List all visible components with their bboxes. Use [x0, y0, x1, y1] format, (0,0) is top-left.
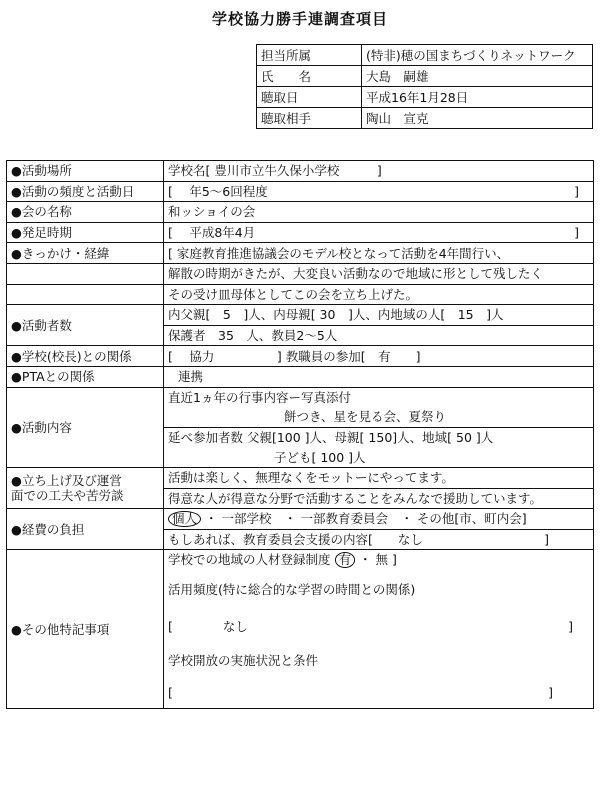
start-close: ] [574, 225, 579, 241]
value-group-name: 和ッショイの会 [164, 202, 594, 223]
label-effort [7, 467, 164, 508]
info-table [256, 44, 593, 129]
label-trigger: ●きっかけ・経緯 [7, 243, 164, 264]
label-content: ●活動内容 [7, 387, 164, 467]
value-content-1: 直近1ヵ年の行事内容ー写真添付 [164, 387, 594, 407]
info-row-date [257, 87, 593, 108]
cost-support: もしあれば、教育委員会支援の内容[ なし [168, 531, 423, 547]
label-other: ●その他特記事項 [7, 550, 164, 709]
value-location: 学校名[ 豊川市立牛久保小学校 ] [164, 161, 594, 182]
row-trigger-2 [7, 263, 594, 284]
start-text: [ 平成8年4月 [168, 225, 256, 241]
open-answer-close: ] [548, 685, 553, 701]
value-other-registration [164, 550, 594, 570]
value-cost-1 [164, 509, 594, 530]
value-other-open-answer [164, 678, 594, 709]
row-trigger-1 [7, 243, 594, 264]
label-members: ●活動者数 [7, 305, 164, 346]
row-start [7, 222, 594, 243]
usage-answer-close: ] [568, 619, 573, 635]
row-members-1 [7, 305, 594, 326]
value-trigger-1: [ 家庭教育推進協議会のモデル校となって活動を4年間行い、 [164, 243, 594, 264]
page-title: 学校協力勝手連調査項目 [211, 10, 388, 28]
value-members-2: 保護者 35 人、教員2～5人 [164, 325, 594, 346]
cost-support-close: ] [544, 531, 549, 547]
registration-selected: 有 [335, 552, 356, 568]
row-other-1 [7, 550, 594, 570]
row-cost-1 [7, 509, 594, 530]
value-trigger-2: 解散の時期がきたが、大変良い活動なので地域に形として残したく [164, 263, 594, 284]
value-effort-1: 活動は楽しく、無理なくをモットーにやってます。 [164, 467, 594, 488]
value-trigger-3: その受け皿母体としてこの会を立ち上げた。 [164, 284, 594, 305]
label-effort-line1: ●立ち上げ及び運営 [11, 473, 122, 488]
value-effort-2: 得意な人が得意な分野で活動することをみんなで援助しています。 [164, 488, 594, 509]
cost-options: ・ 一部学校 ・ 一部教育委員会 ・ その他[市、町内会] [205, 511, 527, 527]
value-start [164, 222, 594, 243]
row-group-name [7, 202, 594, 223]
row-frequency [7, 181, 594, 202]
frequency-text: [ 年5～6回程度 [168, 183, 268, 199]
label-group-name: ●会の名称 [7, 202, 164, 223]
row-location [7, 161, 594, 182]
info-row-interviewee [257, 108, 593, 129]
label-effort-line2: 面での工夫や苦労談 [11, 488, 124, 503]
value-other-open: 学校開放の実施状況と条件 [164, 644, 594, 678]
row-effort-1 [7, 467, 594, 488]
info-value: (特非)穂の国まちづくりネットワーク [362, 45, 593, 66]
survey-table [6, 160, 594, 709]
value-principal: [ 協力 ] 教職員の参加[ 有 ] [164, 346, 594, 367]
label-empty [7, 284, 164, 305]
registration-text: 学校での地域の人材登録制度 [168, 552, 331, 568]
value-content-4: 子ども[ 100 ]人 [164, 447, 594, 467]
label-start: ●発足時期 [7, 222, 164, 243]
info-row-department [257, 45, 593, 66]
value-content-2: 餅つき、星を見る会、夏祭り [164, 407, 594, 427]
value-members-1: 内父親[ 5 ]人、内母親[ 30 ]人、内地域の人[ 15 ]人 [164, 305, 594, 326]
info-label: 聴取相手 [257, 108, 362, 129]
info-row-name [257, 66, 593, 87]
row-content-1 [7, 387, 594, 407]
value-frequency [164, 181, 594, 202]
info-label: 氏 名 [257, 66, 362, 87]
info-value: 陶山 宣克 [362, 108, 593, 129]
label-principal: ●学校(校長)との関係 [7, 346, 164, 367]
label-pta: ●PTAとの関係 [7, 366, 164, 387]
usage-answer: [ なし [168, 619, 248, 635]
label-location: ●活動場所 [7, 161, 164, 182]
info-label: 聴取日 [257, 87, 362, 108]
value-content-3: 延べ参加者数 父親[100 ]人、母親[ 150]人、地域[ 50 ]人 [164, 427, 594, 447]
value-other-usage-answer [164, 610, 594, 644]
row-principal [7, 346, 594, 367]
registration-suffix: ・ 無 ] [359, 552, 397, 568]
value-cost-2 [164, 529, 594, 550]
label-frequency: ●活動の頻度と活動日 [7, 181, 164, 202]
label-empty [7, 263, 164, 284]
info-value: 大島 嗣雄 [362, 66, 593, 87]
label-cost: ●経費の負担 [7, 509, 164, 550]
row-pta [7, 366, 594, 387]
value-pta: 連携 [164, 366, 594, 387]
open-answer: [ [168, 685, 173, 701]
row-trigger-3 [7, 284, 594, 305]
info-label: 担当所属 [257, 45, 362, 66]
value-other-usage: 活用頻度(特に総合的な学習の時間との関係) [164, 570, 594, 610]
info-value: 平成16年1月28日 [362, 87, 593, 108]
cost-selected-option: 個人 [168, 511, 201, 527]
frequency-close: ] [574, 183, 579, 199]
